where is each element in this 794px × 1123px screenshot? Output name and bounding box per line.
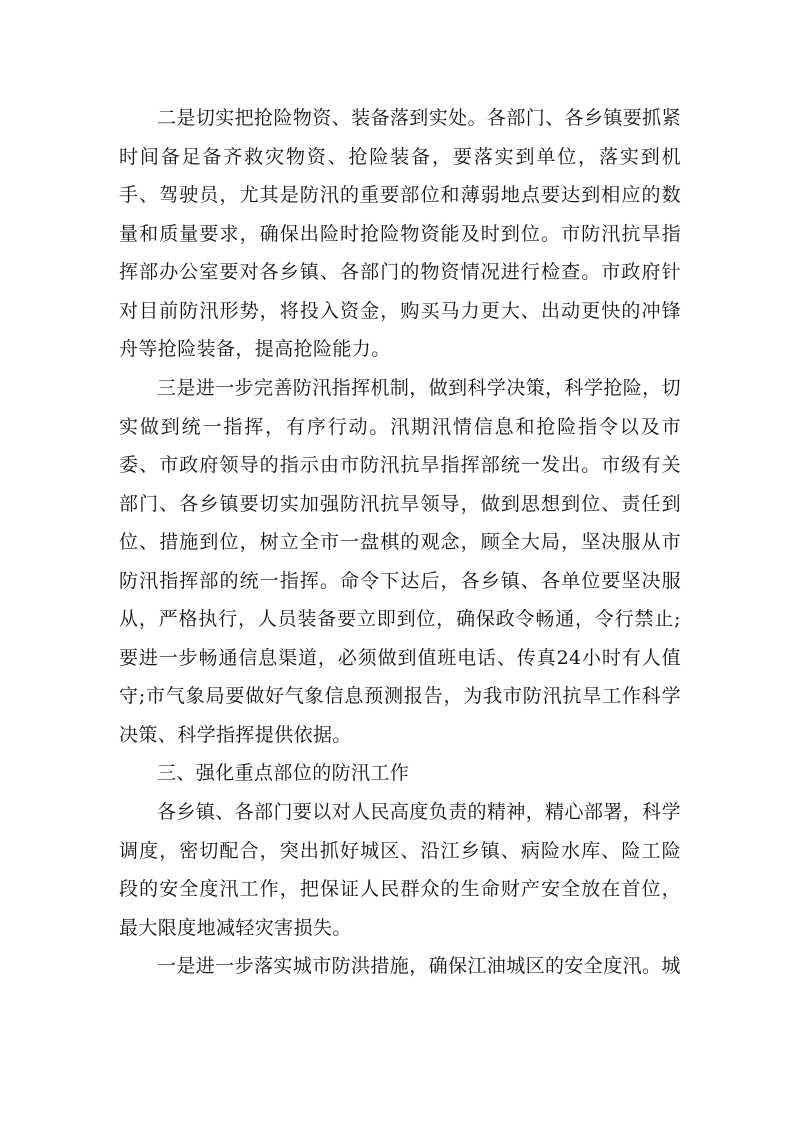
section-heading: 三、强化重点部位的防汛工作 bbox=[157, 762, 410, 784]
paragraph-command-mechanism: 三是进一步完善防汛指挥机制，做到科学决策，科学抢险，切实做到统一指挥，有序行动。汛期汛情信息和抢险指令以及市委、市政府领导的指示由市防汛抗旱指挥部统一发出。市级有关部门、各乡镇要切实加强防汛抗旱领导，做到思想到位、责任到位、措施到位，树立全市一盘棋的观念，顾全大局，坚决服从市防汛指挥部的统一指挥。命令下达后，各乡镇、各单位要坚决服从，严格执行，人员装备要立即到位，确保政令畅通，令行禁止;要进一步畅通信息渠道，必须做到值班电话、传真24小时有人值守;市气象局要做好气象信息预测报告，为我市防汛抗旱工作科学决策、科学指挥提供依据。 bbox=[119, 377, 681, 746]
paragraph-key-areas: 各乡镇、各部门要以对人民高度负责的精神，精心部署，科学调度，密切配合，突出抓好城区、沿江乡镇、病险水库、险工险段的安全度汛工作，把保证人民群众的生命财产安全放在首位，最大限度地减轻灾害损失。 bbox=[119, 801, 681, 939]
paragraph-city-flood-control: 一是进一步落实城市防洪措施，确保江油城区的安全度汛。城 bbox=[157, 955, 681, 977]
paragraph-emergency-supplies: 二是切实把抢险物资、装备落到实处。各部门、各乡镇要抓紧时间备足备齐救灾物资、抢险装备，要落实到单位，落实到机手、驾驶员，尤其是防汛的重要部位和薄弱地点要达到相应的数量和质量要求，确保出险时抢险物资能及时到位。市防汛抗旱指挥部办公室要对各乡镇、各部门的物资情况进行检查。市政府针对目前防汛形势，将投入资金，购买马力更大、出动更快的冲锋舟等抢险装备，提高抢险能力。 bbox=[119, 107, 681, 360]
